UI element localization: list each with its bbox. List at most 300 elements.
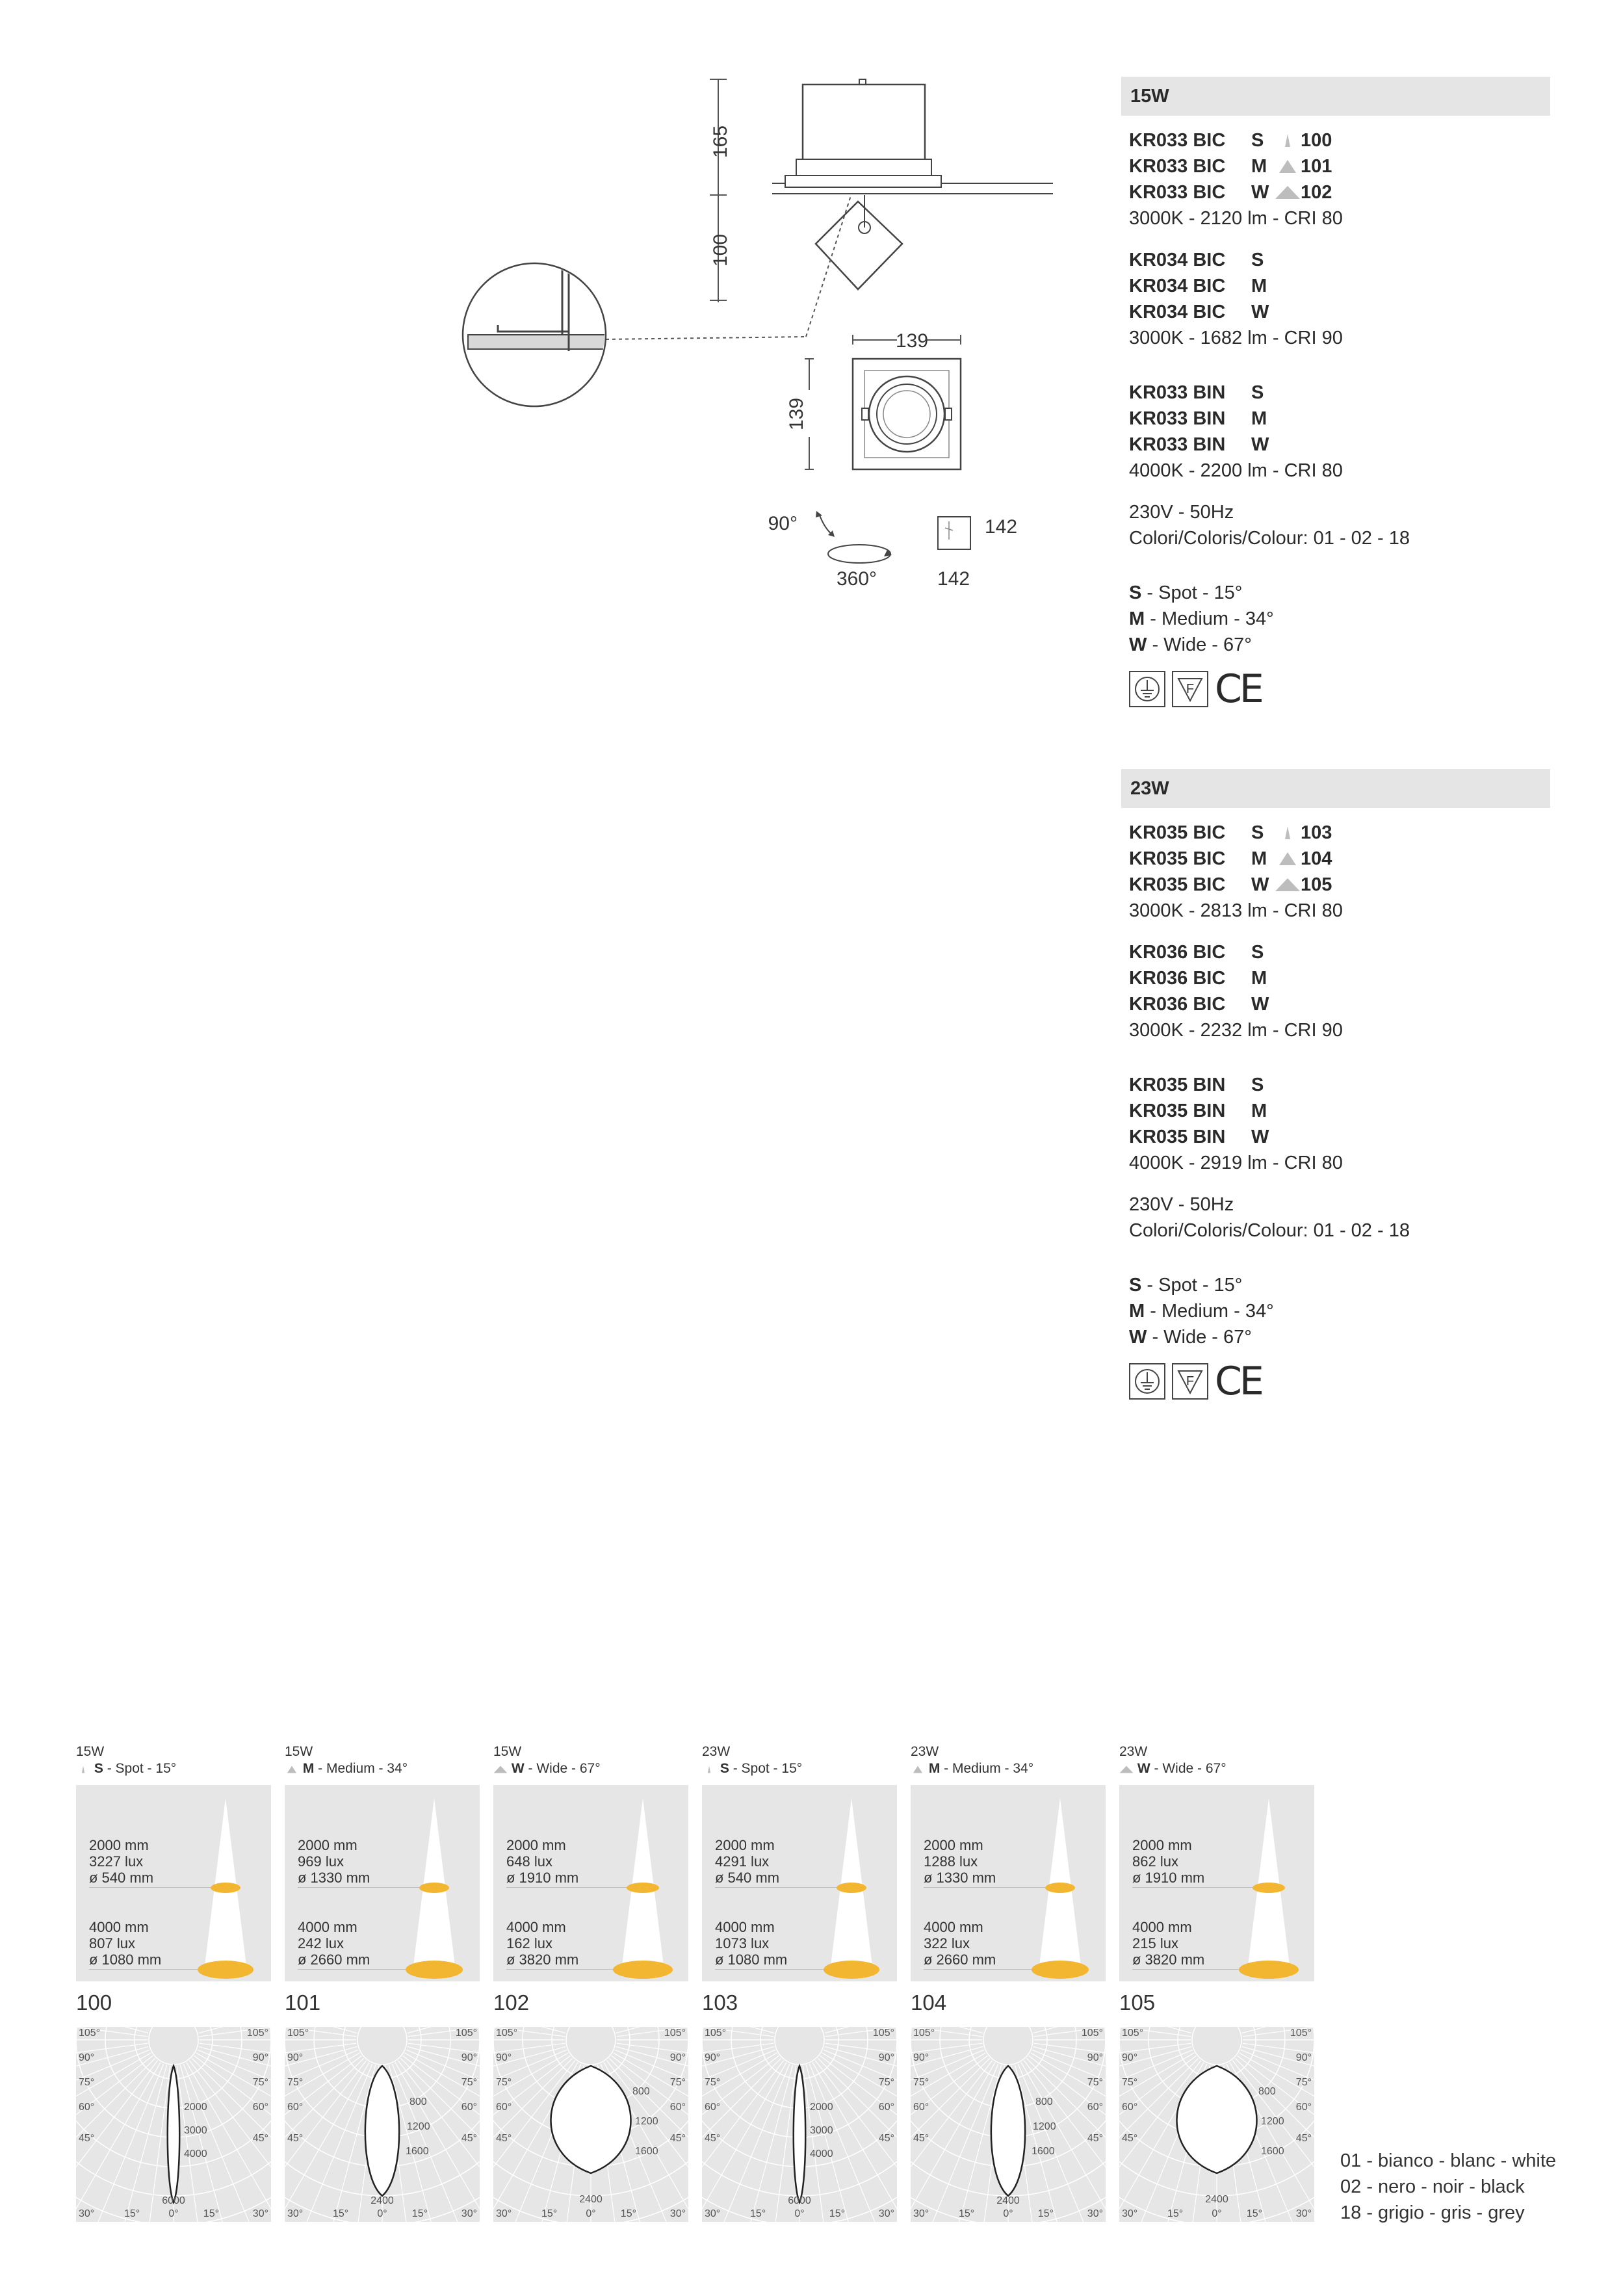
polar-angle-label: 105° bbox=[246, 2028, 268, 2039]
beam-legend-key: W bbox=[1129, 634, 1147, 655]
beam-triangle-icon bbox=[1275, 179, 1301, 205]
card-beam bbox=[1119, 1760, 1227, 1777]
beam-code: M bbox=[1251, 848, 1267, 869]
beam-code: M bbox=[1251, 1101, 1267, 1121]
product-code: KR034 BIC bbox=[1129, 302, 1226, 322]
beam-legend-text: - Wide - 67° bbox=[1152, 1327, 1252, 1348]
product-code: KR033 BIC bbox=[1129, 182, 1226, 203]
certification-marks bbox=[1129, 666, 1558, 712]
card-beam bbox=[911, 1760, 1033, 1777]
card-beam-key: S bbox=[94, 1761, 103, 1776]
product-code: KR033 BIC bbox=[1129, 156, 1226, 177]
colours: Colori/Coloris/Colour: 01 - 02 - 18 bbox=[1129, 528, 1410, 549]
card-beam-text: - Medium - 34° bbox=[314, 1761, 408, 1776]
polar-angle-label: 75° bbox=[252, 2077, 268, 2088]
intensity-curve bbox=[168, 2066, 179, 2202]
card-beam-key: M bbox=[302, 1761, 315, 1776]
polar-angle-label: 90° bbox=[496, 2052, 512, 2063]
intensity-curve bbox=[1176, 2066, 1256, 2173]
polar-angle-label: 75° bbox=[287, 2077, 304, 2088]
polar-angle-label: 30° bbox=[913, 2208, 929, 2219]
ce-mark: CE bbox=[1215, 666, 1262, 712]
polar-angle-label: 0° bbox=[1212, 2208, 1222, 2219]
polar-angle-label: 45° bbox=[1295, 2133, 1312, 2144]
product-code: KR034 BIC bbox=[1129, 250, 1226, 270]
polar-value-label: 2000 bbox=[810, 2102, 833, 2113]
card-header bbox=[911, 1743, 1033, 1777]
polar-diagram bbox=[702, 2027, 897, 2222]
polar-angle-label: 45° bbox=[878, 2133, 894, 2144]
product-row bbox=[1129, 1072, 1558, 1098]
product-info: 4000K - 2200 lm - CRI 80 bbox=[1129, 460, 1343, 481]
beam-legend-key: S bbox=[1129, 582, 1142, 603]
polar-value-label: 1200 bbox=[407, 2121, 430, 2132]
polar-angle-label: 45° bbox=[1122, 2133, 1138, 2144]
lux-1: 862 lux bbox=[1132, 1853, 1178, 1870]
product-code: KR035 BIC bbox=[1129, 822, 1226, 843]
lux-1: 3227 lux bbox=[89, 1853, 144, 1870]
card-beam-key: W bbox=[511, 1761, 525, 1776]
product-code: KR035 BIN bbox=[1129, 1075, 1226, 1095]
beam-code: S bbox=[1251, 822, 1264, 843]
dim-height-bottom: 100 bbox=[710, 233, 731, 267]
beam-spot-2000 bbox=[627, 1883, 659, 1893]
card-power: 15W bbox=[76, 1744, 105, 1759]
beam-panel bbox=[1119, 1785, 1314, 1981]
polar-angle-label: 90° bbox=[669, 2052, 686, 2063]
beam-legend-text: - Medium - 34° bbox=[1150, 1301, 1274, 1322]
distance-2: 4000 mm bbox=[1132, 1919, 1192, 1935]
polar-angle-label: 15° bbox=[959, 2208, 975, 2219]
beam-triangle-icon bbox=[1275, 846, 1301, 872]
polar-angle-label: 75° bbox=[461, 2077, 477, 2088]
product-info: 4000K - 2919 lm - CRI 80 bbox=[1129, 1153, 1343, 1173]
polar-angle-label: 45° bbox=[461, 2133, 477, 2144]
divider bbox=[715, 1887, 837, 1888]
distance-1: 2000 mm bbox=[924, 1837, 983, 1853]
card-beam-text: - Spot - 15° bbox=[103, 1761, 177, 1776]
polar-value-label: 2000 bbox=[184, 2102, 207, 2113]
diameter-1: ø 1910 mm bbox=[506, 1870, 579, 1886]
product-row bbox=[1129, 939, 1558, 965]
card-power: 23W bbox=[911, 1744, 939, 1759]
polar-angle-label: 105° bbox=[1081, 2028, 1103, 2039]
polar-value-label: 4000 bbox=[810, 2148, 833, 2159]
polar-angle-label: 90° bbox=[705, 2052, 721, 2063]
polar-angle-label: 15° bbox=[1167, 2208, 1184, 2219]
polar-angle-label: 15° bbox=[620, 2208, 636, 2219]
card-beam bbox=[493, 1760, 601, 1777]
product-row bbox=[1129, 127, 1558, 153]
polar-value-label: 3000 bbox=[184, 2125, 207, 2136]
product-code: KR033 BIC bbox=[1129, 130, 1226, 151]
divider bbox=[298, 1969, 406, 1970]
polar-angle-label: 60° bbox=[496, 2102, 512, 2113]
polar-angle-label: 75° bbox=[705, 2077, 721, 2088]
earth-class-icon bbox=[1129, 1363, 1165, 1400]
dim-depth: 139 bbox=[786, 397, 807, 431]
polar-value-label: 4000 bbox=[184, 2148, 207, 2159]
lux-1: 969 lux bbox=[298, 1853, 344, 1870]
polar-angle-label: 90° bbox=[287, 2052, 304, 2063]
certification-marks bbox=[1129, 1359, 1558, 1404]
product-row bbox=[1129, 1124, 1558, 1150]
product-code: KR035 BIC bbox=[1129, 848, 1226, 869]
photometric-ref: 105 bbox=[1301, 874, 1332, 895]
product-row bbox=[1129, 273, 1558, 299]
lux-1: 648 lux bbox=[506, 1853, 552, 1870]
polar-value-label: 1600 bbox=[406, 2146, 429, 2157]
distance-2: 4000 mm bbox=[89, 1919, 149, 1935]
product-info: 3000K - 2120 lm - CRI 80 bbox=[1129, 208, 1343, 229]
product-code: KR035 BIN bbox=[1129, 1101, 1226, 1121]
beam-spot-2000 bbox=[1253, 1883, 1285, 1893]
beam-code: S bbox=[1251, 130, 1264, 151]
polar-angle-label: 45° bbox=[705, 2133, 721, 2144]
polar-angle-label: 60° bbox=[1087, 2102, 1103, 2113]
product-code: KR036 BIC bbox=[1129, 994, 1226, 1015]
polar-angle-label: 15° bbox=[750, 2208, 766, 2219]
spec-header: 23W bbox=[1121, 769, 1550, 808]
dim-height-top: 165 bbox=[710, 125, 731, 159]
polar-angle-label: 45° bbox=[496, 2133, 512, 2144]
intensity-curve bbox=[551, 2066, 630, 2173]
card-header bbox=[493, 1743, 601, 1777]
card-beam-key: W bbox=[1137, 1761, 1150, 1776]
polar-angle-label: 75° bbox=[79, 2077, 95, 2088]
card-header bbox=[285, 1743, 408, 1777]
product-row bbox=[1129, 872, 1558, 898]
beam-code: M bbox=[1251, 156, 1267, 177]
product-info: 3000K - 1682 lm - CRI 90 bbox=[1129, 328, 1343, 348]
beam-legend-text: - Spot - 15° bbox=[1147, 582, 1243, 603]
polar-angle-label: 0° bbox=[168, 2208, 179, 2219]
beam-triangle-icon bbox=[1275, 153, 1301, 179]
polar-diagram bbox=[76, 2027, 271, 2222]
polar-value-label: 1200 bbox=[1033, 2121, 1056, 2132]
polar-angle-label: 15° bbox=[541, 2208, 558, 2219]
polar-value-label: 1600 bbox=[1032, 2146, 1055, 2157]
polar-angle-label: 0° bbox=[377, 2208, 387, 2219]
beam-spot-2000 bbox=[1045, 1883, 1075, 1893]
product-row bbox=[1129, 179, 1558, 205]
polar-angle-label: 0° bbox=[1003, 2208, 1013, 2219]
polar-angle-label: 105° bbox=[79, 2028, 101, 2039]
polar-angle-label: 30° bbox=[878, 2208, 894, 2219]
polar-value-label: 1600 bbox=[1261, 2146, 1284, 2157]
photometric-ref: 100 bbox=[1301, 130, 1332, 151]
lux-2: 215 lux bbox=[1132, 1935, 1178, 1951]
card-power: 15W bbox=[285, 1744, 313, 1759]
beam-panel bbox=[702, 1785, 897, 1981]
polar-value-label: 2400 bbox=[579, 2194, 603, 2205]
card-beam-key: S bbox=[720, 1761, 729, 1776]
beam-legend-text: - Spot - 15° bbox=[1147, 1275, 1243, 1296]
spec-group bbox=[1129, 127, 1558, 712]
diameter-2: ø 1080 mm bbox=[89, 1951, 162, 1968]
polar-angle-label: 30° bbox=[252, 2208, 268, 2219]
polar-angle-label: 105° bbox=[1290, 2028, 1312, 2039]
beam-code: W bbox=[1251, 182, 1269, 203]
beam-spot-4000 bbox=[198, 1961, 253, 1979]
distance-1: 2000 mm bbox=[298, 1837, 357, 1853]
beam-panel bbox=[285, 1785, 480, 1981]
product-code: KR036 BIC bbox=[1129, 942, 1226, 963]
distance-2: 4000 mm bbox=[506, 1919, 566, 1935]
polar-diagram bbox=[911, 2027, 1106, 2222]
beam-panel bbox=[911, 1785, 1106, 1981]
product-row bbox=[1129, 153, 1558, 179]
polar-angle-label: 15° bbox=[411, 2208, 428, 2219]
polar-angle-label: 60° bbox=[705, 2102, 721, 2113]
polar-angle-label: 15° bbox=[1246, 2208, 1262, 2219]
polar-angle-label: 45° bbox=[669, 2133, 686, 2144]
earth-class-icon bbox=[1129, 671, 1165, 707]
spec-header: 15W bbox=[1121, 77, 1550, 116]
card-beam-key: M bbox=[928, 1761, 941, 1776]
lux-2: 242 lux bbox=[298, 1935, 344, 1951]
card-beam bbox=[76, 1760, 176, 1777]
polar-angle-label: 60° bbox=[878, 2102, 894, 2113]
product-row bbox=[1129, 820, 1558, 846]
distance-2: 4000 mm bbox=[298, 1919, 357, 1935]
polar-angle-label: 105° bbox=[287, 2028, 309, 2039]
beam-legend-text: - Wide - 67° bbox=[1152, 634, 1252, 655]
product-code: KR033 BIN bbox=[1129, 434, 1226, 455]
polar-value-label: 800 bbox=[632, 2086, 650, 2097]
lux-1: 1288 lux bbox=[924, 1853, 978, 1870]
polar-value-label: 1200 bbox=[1261, 2116, 1284, 2127]
beam-code: M bbox=[1251, 276, 1267, 296]
beam-legend-key: M bbox=[1129, 608, 1145, 629]
beam-panel bbox=[76, 1785, 271, 1981]
product-row bbox=[1129, 846, 1558, 872]
diameter-2: ø 3820 mm bbox=[1132, 1951, 1205, 1968]
lux-2: 322 lux bbox=[924, 1935, 970, 1951]
diameter-2: ø 1080 mm bbox=[715, 1951, 788, 1968]
beam-legend-item bbox=[1129, 632, 1558, 658]
polar-angle-label: 15° bbox=[1037, 2208, 1054, 2219]
card-power: 23W bbox=[1119, 1744, 1148, 1759]
polar-value-label: 800 bbox=[1035, 2096, 1053, 2107]
lux-2: 162 lux bbox=[506, 1935, 552, 1951]
card-beam bbox=[285, 1760, 408, 1777]
colour-legend-item: 02 - nero - noir - black bbox=[1340, 2176, 1525, 2197]
divider bbox=[1132, 1969, 1239, 1970]
divider bbox=[924, 1969, 1032, 1970]
beam-triangle-icon bbox=[1275, 820, 1301, 846]
beam-code: W bbox=[1251, 994, 1269, 1015]
polar-angle-label: 90° bbox=[1087, 2052, 1103, 2063]
polar-angle-label: 45° bbox=[287, 2133, 304, 2144]
distance-1: 2000 mm bbox=[715, 1837, 775, 1853]
beam-legend-item bbox=[1129, 1298, 1558, 1324]
diameter-1: ø 540 mm bbox=[715, 1870, 780, 1886]
product-code: KR033 BIN bbox=[1129, 408, 1226, 429]
polar-angle-label: 60° bbox=[913, 2102, 929, 2113]
beam-legend-item bbox=[1129, 606, 1558, 632]
distance-1: 2000 mm bbox=[506, 1837, 566, 1853]
polar-angle-label: 0° bbox=[794, 2208, 805, 2219]
polar-angle-label: 60° bbox=[287, 2102, 304, 2113]
spec-group bbox=[1129, 820, 1558, 1404]
beam-legend-key: W bbox=[1129, 1327, 1147, 1348]
polar-angle-label: 90° bbox=[252, 2052, 268, 2063]
intensity-curve bbox=[794, 2066, 805, 2202]
photometric-id: 105 bbox=[1119, 1990, 1156, 2015]
product-code: KR036 BIC bbox=[1129, 968, 1226, 989]
polar-value-label: 800 bbox=[409, 2096, 427, 2107]
polar-angle-label: 90° bbox=[461, 2052, 477, 2063]
beam-legend-key: M bbox=[1129, 1301, 1145, 1322]
divider bbox=[89, 1969, 198, 1970]
product-info: 3000K - 2232 lm - CRI 90 bbox=[1129, 1020, 1343, 1041]
photometric-id: 104 bbox=[911, 1990, 947, 2015]
cutout-height: 142 bbox=[937, 568, 970, 590]
polar-diagram bbox=[493, 2027, 688, 2222]
photometric-ref: 102 bbox=[1301, 182, 1332, 203]
polar-angle-label: 30° bbox=[1087, 2208, 1103, 2219]
polar-angle-label: 90° bbox=[913, 2052, 929, 2063]
colours: Colori/Coloris/Colour: 01 - 02 - 18 bbox=[1129, 1220, 1410, 1241]
polar-angle-label: 75° bbox=[496, 2077, 512, 2088]
voltage: 230V - 50Hz bbox=[1129, 502, 1234, 523]
polar-angle-label: 15° bbox=[203, 2208, 219, 2219]
polar-angle-label: 30° bbox=[1295, 2208, 1312, 2219]
polar-angle-label: 75° bbox=[878, 2077, 894, 2088]
f-mark-icon bbox=[1172, 1363, 1208, 1400]
card-header bbox=[76, 1743, 176, 1777]
colour-legend-item: 01 - bianco - blanc - white bbox=[1340, 2150, 1557, 2171]
beam-triangle-icon bbox=[1275, 127, 1301, 153]
beam-code: M bbox=[1251, 968, 1267, 989]
photometric-id: 103 bbox=[702, 1990, 738, 2015]
photometric-id: 100 bbox=[76, 1990, 112, 2015]
polar-angle-label: 105° bbox=[496, 2028, 518, 2039]
product-code: KR035 BIC bbox=[1129, 874, 1226, 895]
voltage: 230V - 50Hz bbox=[1129, 1194, 1234, 1215]
polar-angle-label: 60° bbox=[252, 2102, 268, 2113]
tilt-angle: 90° bbox=[768, 513, 798, 534]
card-beam-text: - Wide - 67° bbox=[1150, 1761, 1227, 1776]
polar-angle-label: 90° bbox=[878, 2052, 894, 2063]
polar-value-label: 6000 bbox=[162, 2195, 185, 2206]
beam-code: W bbox=[1251, 874, 1269, 895]
beam-legend-key: S bbox=[1129, 1275, 1142, 1296]
polar-angle-label: 105° bbox=[913, 2028, 935, 2039]
card-header bbox=[702, 1743, 802, 1777]
polar-value-label: 2400 bbox=[370, 2195, 394, 2206]
product-row bbox=[1129, 432, 1558, 458]
beam-code: W bbox=[1251, 302, 1269, 322]
beam-spot-4000 bbox=[613, 1961, 673, 1979]
divider bbox=[924, 1887, 1045, 1888]
distance-1: 2000 mm bbox=[89, 1837, 149, 1853]
polar-angle-label: 30° bbox=[669, 2208, 686, 2219]
divider bbox=[89, 1887, 211, 1888]
diameter-2: ø 2660 mm bbox=[298, 1951, 370, 1968]
polar-angle-label: 0° bbox=[586, 2208, 596, 2219]
beam-panel bbox=[493, 1785, 688, 1981]
product-row bbox=[1129, 965, 1558, 991]
beam-spot-4000 bbox=[1239, 1961, 1299, 1979]
card-beam-text: - Spot - 15° bbox=[729, 1761, 803, 1776]
polar-value-label: 6000 bbox=[788, 2195, 811, 2206]
beam-spot-2000 bbox=[837, 1883, 866, 1893]
card-power: 23W bbox=[702, 1744, 731, 1759]
diameter-2: ø 2660 mm bbox=[924, 1951, 996, 1968]
lux-2: 1073 lux bbox=[715, 1935, 770, 1951]
polar-angle-label: 60° bbox=[1122, 2102, 1138, 2113]
polar-angle-label: 75° bbox=[1087, 2077, 1103, 2088]
product-info: 3000K - 2813 lm - CRI 80 bbox=[1129, 900, 1343, 921]
polar-angle-label: 105° bbox=[664, 2028, 686, 2039]
polar-angle-label: 90° bbox=[1122, 2052, 1138, 2063]
beam-code: S bbox=[1251, 382, 1264, 403]
product-row bbox=[1129, 406, 1558, 432]
beam-code: S bbox=[1251, 942, 1264, 963]
beam-code: W bbox=[1251, 1127, 1269, 1147]
polar-value-label: 2400 bbox=[996, 2195, 1020, 2206]
card-power: 15W bbox=[493, 1744, 522, 1759]
polar-angle-label: 30° bbox=[461, 2208, 477, 2219]
polar-angle-label: 90° bbox=[79, 2052, 95, 2063]
photometric-ref: 101 bbox=[1301, 156, 1332, 177]
beam-code: S bbox=[1251, 1075, 1264, 1095]
product-code: KR035 BIN bbox=[1129, 1127, 1226, 1147]
product-row bbox=[1129, 380, 1558, 406]
polar-angle-label: 30° bbox=[1122, 2208, 1138, 2219]
card-beam-text: - Wide - 67° bbox=[524, 1761, 601, 1776]
beam-legend-text: - Medium - 34° bbox=[1150, 608, 1274, 629]
diameter-2: ø 3820 mm bbox=[506, 1951, 579, 1968]
ce-mark: CE bbox=[1215, 1359, 1262, 1404]
rotation-angle: 360° bbox=[836, 568, 877, 590]
polar-diagram bbox=[285, 2027, 480, 2222]
polar-angle-label: 60° bbox=[79, 2102, 95, 2113]
colour-legend-item: 18 - grigio - gris - grey bbox=[1340, 2202, 1525, 2223]
beam-legend-item bbox=[1129, 580, 1558, 606]
product-row bbox=[1129, 247, 1558, 273]
polar-angle-label: 30° bbox=[79, 2208, 95, 2219]
divider bbox=[298, 1887, 419, 1888]
polar-angle-label: 60° bbox=[669, 2102, 686, 2113]
polar-angle-label: 105° bbox=[455, 2028, 477, 2039]
beam-code: M bbox=[1251, 408, 1267, 429]
polar-value-label: 2400 bbox=[1205, 2194, 1228, 2205]
f-mark-label: F bbox=[1186, 1374, 1195, 1389]
distance-2: 4000 mm bbox=[715, 1919, 775, 1935]
beam-spot-4000 bbox=[406, 1961, 463, 1979]
polar-angle-label: 75° bbox=[1295, 2077, 1312, 2088]
cutout-width: 142 bbox=[985, 516, 1018, 538]
polar-angle-label: 75° bbox=[1122, 2077, 1138, 2088]
polar-diagram bbox=[1119, 2027, 1314, 2222]
divider bbox=[1132, 1887, 1253, 1888]
photometric-id: 102 bbox=[493, 1990, 530, 2015]
diameter-1: ø 1330 mm bbox=[298, 1870, 370, 1886]
polar-angle-label: 15° bbox=[333, 2208, 349, 2219]
diameter-1: ø 540 mm bbox=[89, 1870, 154, 1886]
polar-angle-label: 105° bbox=[705, 2028, 727, 2039]
polar-angle-label: 75° bbox=[913, 2077, 929, 2088]
polar-angle-label: 15° bbox=[829, 2208, 845, 2219]
polar-angle-label: 45° bbox=[913, 2133, 929, 2144]
f-mark-label: F bbox=[1186, 682, 1195, 696]
product-code: KR034 BIC bbox=[1129, 276, 1226, 296]
photometric-ref: 104 bbox=[1301, 848, 1332, 869]
polar-value-label: 1200 bbox=[635, 2116, 658, 2127]
